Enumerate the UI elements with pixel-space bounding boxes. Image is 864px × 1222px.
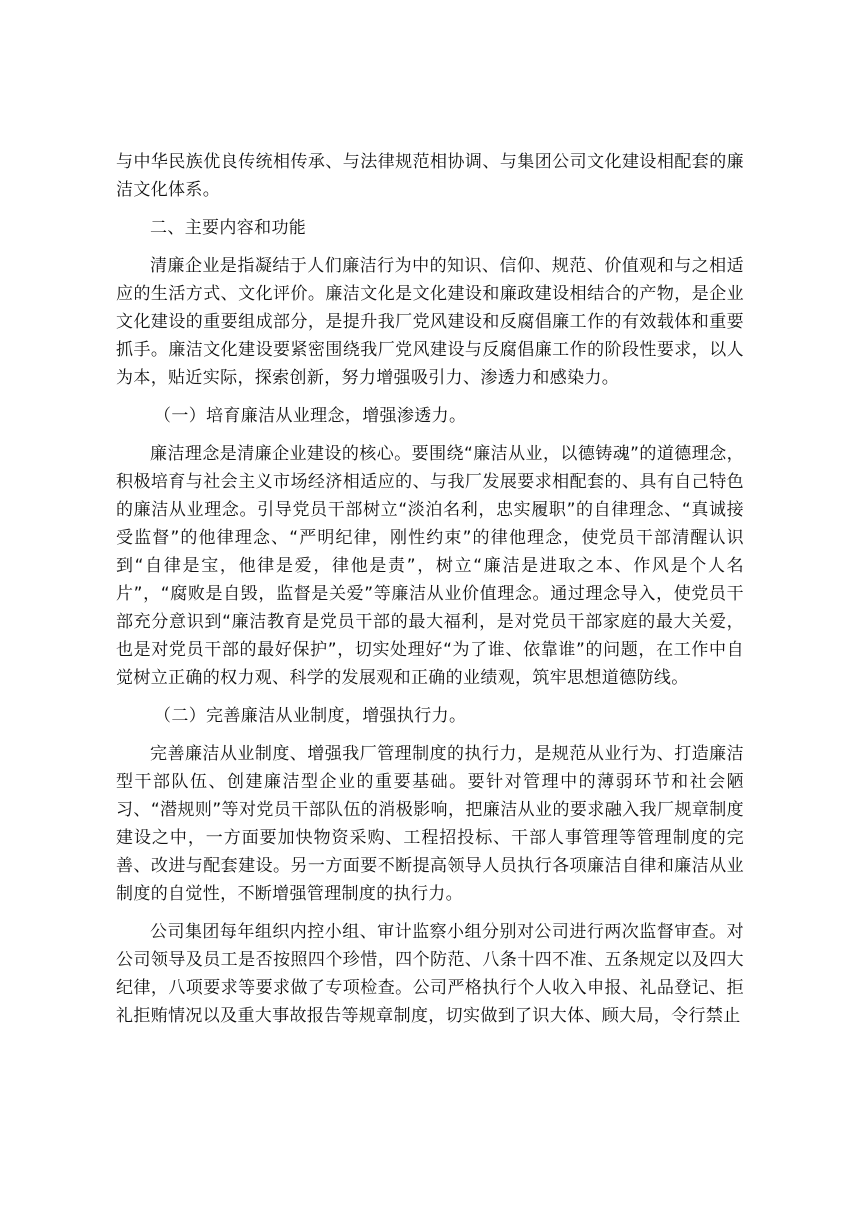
- paragraph-group-supervision: 公司集团每年组织内控小组、审计监察小组分别对公司进行两次监督审查。对公司领导及员工是否按照四个珍惜，四个防范、八条十四不准、五条规定以及四大纪律，八项要求等要求做了专项检查。公司严格执行个人收入申报、礼品登记、拒礼拒贿情况以及重大事故报告等规章制度，切实做到了识大体、顾大局，令行禁止: [116, 922, 744, 1026]
- paragraph-system-execution: 完善廉洁从业制度、增强我厂管理制度的执行力，是规范从业行为、打造廉洁型干部队伍、创建廉洁型企业的重要基础。要针对管理中的薄弱环节和社会陋习、“潜规则”等对党员干部队伍的消极影响，把廉洁从业的要求融入我厂规章制度建设之中，一方面要加快物资采购、工程招投标、干部人事管理等管理制度的完善、改进与配套建设。另一方面要不断提高领导人员执行各项廉洁自律和廉洁从业制度的自觉性，不断增强管理制度的执行力。: [116, 744, 744, 904]
- paragraph-definition: 清廉企业是指凝结于人们廉洁行为中的知识、信仰、规范、价值观和与之相适应的生活方式、文化评价。廉洁文化是文化建设和廉政建设相结合的产物，是企业文化建设的重要组成部分，是提升我厂党风建设和反腐倡廉工作的有效载体和重要抓手。廉洁文化建设要紧密围绕我厂党风建设与反腐倡廉工作的阶段性要求，以人为本，贴近实际，探索创新，努力增强吸引力、渗透力和感染力。: [116, 256, 744, 388]
- subheading-improve-system: （二）完善廉洁从业制度，增强执行力。: [154, 706, 467, 726]
- section-heading-main-content: 二、主要内容和功能: [150, 218, 307, 238]
- paragraph-integrity-concept: 廉洁理念是清廉企业建设的核心。要围绕“廉洁从业，以德铸魂”的道德理念，积极培育与社会主义市场经济相适应的、与我厂发展要求相配套的、具有自己特色的廉洁从业理念。引导党员干部树立“淡泊名利，忠实履职”的自律理念、“真诚接受监督”的他律理念、“严明纪律，刚性约束”的律他理念，使党员干部清醒认识到“自律是宝，他律是爱，律他是责”，树立“廉洁是进取之本、作风是个人名片”，“腐败是自毁，监督是关爱”等廉洁从业价值理念。通过理念导入，使党员干部充分意识到“廉洁教育是党员干部的最大福利，是对党员干部家庭的最大关爱，也是对党员干部的最好保护”，切实处理好“为了谁、依靠谁”的问题，在工作中自觉树立正确的权力观、科学的发展观和正确的业绩观，筑牢思想道德防线。: [116, 444, 744, 688]
- document-page: [116, 148, 744, 1030]
- paragraph-continuation: 与中华民族优良传统相传承、与法律规范相协调、与集团公司文化建设相配套的廉洁文化体系。: [116, 152, 744, 200]
- subheading-cultivate-concept: （一）培育廉洁从业理念，增强渗透力。: [154, 406, 467, 426]
